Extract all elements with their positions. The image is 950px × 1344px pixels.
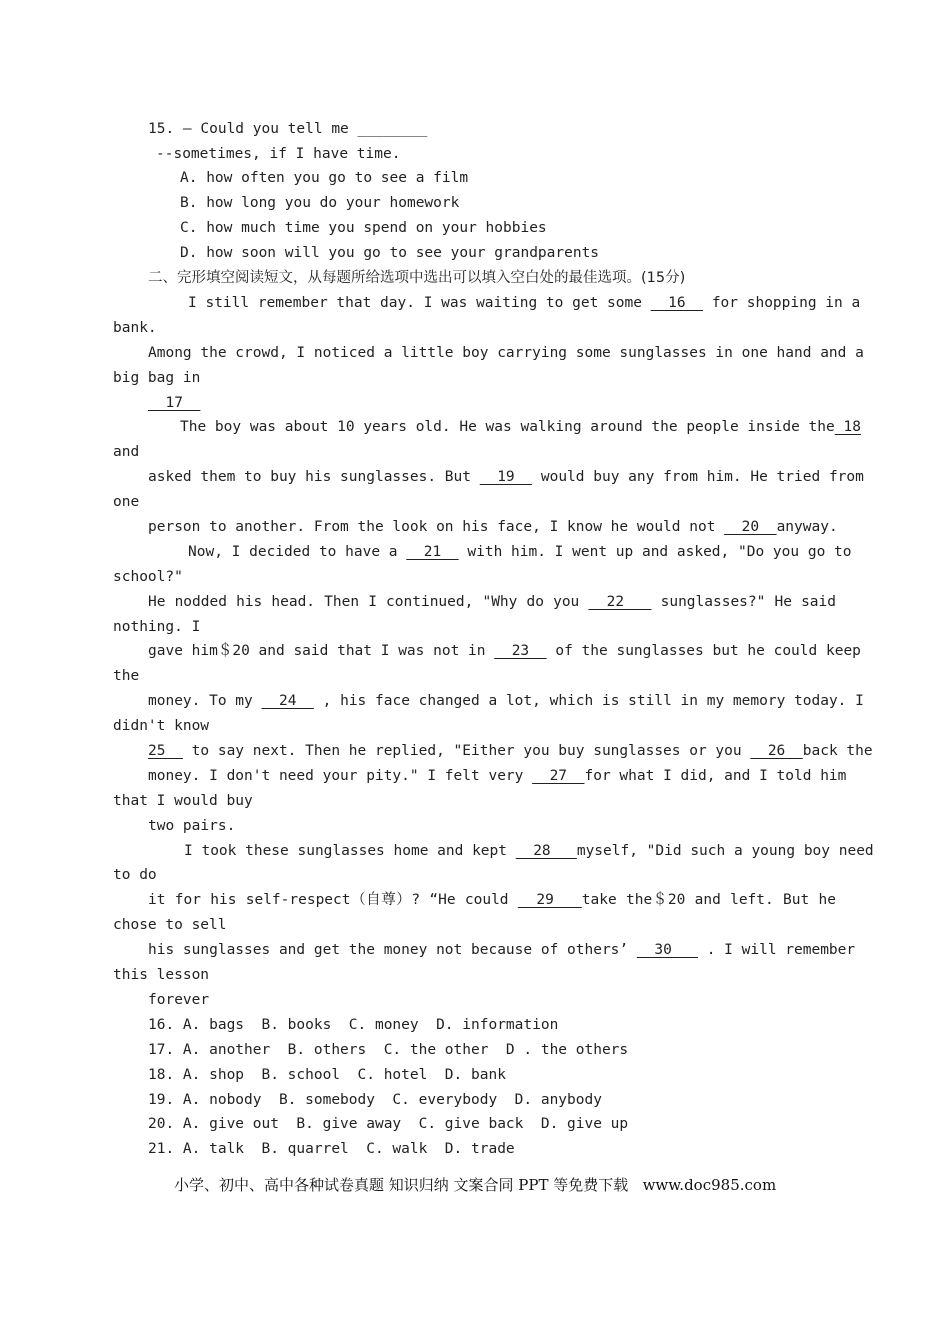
blank-20: 20 (724, 519, 777, 535)
q15-answer-line: --sometimes, if I have time. (156, 146, 401, 162)
passage-line: He nodded his head. Then I continued, "Why do you 22 sunglasses?" He said (148, 594, 836, 610)
q15-option-c: C. how much time you spend on your hobbies (180, 220, 547, 236)
passage-line: gave him＄20 and said that I was not in 23 of the sunglasses but he could keep (148, 643, 861, 659)
passage-line: it for his self-respect（自尊）? “He could 29 take the＄20 and left. But he (148, 892, 836, 908)
passage-line: this lesson (113, 967, 210, 983)
section-heading: 二、完形填空阅读短文，从每题所给选项中选出可以填入空白处的最佳选项。(15分) (148, 270, 686, 286)
passage-line: asked them to buy his sunglasses. But 19 would buy any from him. He tried from (148, 469, 864, 485)
page-footer: 小学、初中、高中各种试卷真题 知识归纳 文案合同 PPT 等免费下载 www.doc985.com (174, 1176, 777, 1194)
question-16-options: 16. A. bags B. books C. money D. information (148, 1017, 559, 1033)
q15-option-d: D. how soon will you go to see your grandparents (180, 245, 600, 261)
passage-line: nothing. I (113, 619, 201, 635)
q15-option-a: A. how often you go to see a film (180, 170, 469, 186)
passage-line: I still remember that day. I was waiting to get some 16 for shopping in a (188, 295, 861, 311)
passage-line: money. I don't need your pity." I felt very 27 for what I did, and I told him (148, 768, 847, 784)
passage-line: his sunglasses and get the money not because of others’ 30 . I will remember (148, 942, 856, 958)
passage-line: one (113, 494, 140, 510)
blank-23: 23 (494, 643, 547, 659)
passage-line: to do (113, 867, 157, 883)
passage-line: person to another. From the look on his face, I know he would not 20 anyway. (148, 519, 838, 535)
question-19-options: 19. A. nobody B. somebody C. everybody D. anybody (148, 1092, 602, 1108)
passage-line: chose to sell (113, 917, 227, 933)
passage-line: Among the crowd, I noticed a little boy carrying some sunglasses in one hand and a (148, 345, 864, 361)
passage-line: school?" (113, 569, 183, 585)
blank-18: 18 (834, 419, 861, 435)
passage-line: bank. (113, 320, 157, 336)
passage-line: I took these sunglasses home and kept 28 myself, "Did such a young boy need (184, 843, 874, 859)
passage-line: forever (148, 992, 210, 1008)
blank-21: 21 (406, 544, 459, 560)
blank-27: 27 (532, 768, 585, 784)
blank-17: 17 (148, 395, 201, 411)
blank-30: 30 (636, 942, 698, 958)
passage-line: and (113, 444, 140, 460)
q15-option-b: B. how long you do your homework (180, 195, 460, 211)
q15-stem: 15. — Could you tell me ________ (148, 121, 428, 137)
passage-line: Now, I decided to have a 21 with him. I went up and asked, "Do you go to (188, 544, 852, 560)
blank-24: 24 (261, 693, 314, 709)
blank-22: 22 (588, 594, 652, 610)
question-18-options: 18. A. shop B. school C. hotel D. bank (148, 1067, 506, 1083)
blank-25: 25 (148, 743, 183, 759)
passage-line: The boy was about 10 years old. He was walking around the people inside the 18 (180, 419, 861, 435)
passage-line: two pairs. (148, 818, 236, 834)
passage-line: big bag in (113, 370, 201, 386)
passage-line: the (113, 668, 140, 684)
passage-line: didn't know (113, 718, 210, 734)
question-17-options: 17. A. another B. others C. the other D . the others (148, 1042, 629, 1058)
blank-28: 28 (515, 843, 577, 859)
passage-line: that I would buy (113, 793, 253, 809)
question-21-options: 21. A. talk B. quarrel C. walk D. trade (148, 1141, 515, 1157)
passage-line (148, 393, 200, 413)
blank-26: 26 (750, 743, 803, 759)
blank-19: 19 (479, 469, 533, 485)
passage-line: money. To my 24 , his face changed a lot, which is still in my memory today. I (148, 693, 864, 709)
blank-29: 29 (517, 892, 582, 908)
blank-16: 16 (650, 295, 704, 311)
passage-line: 25 to say next. Then he replied, "Either you buy sunglasses or you 26 back the (148, 743, 873, 759)
question-20-options: 20. A. give out B. give away C. give back D. give up (148, 1116, 629, 1132)
